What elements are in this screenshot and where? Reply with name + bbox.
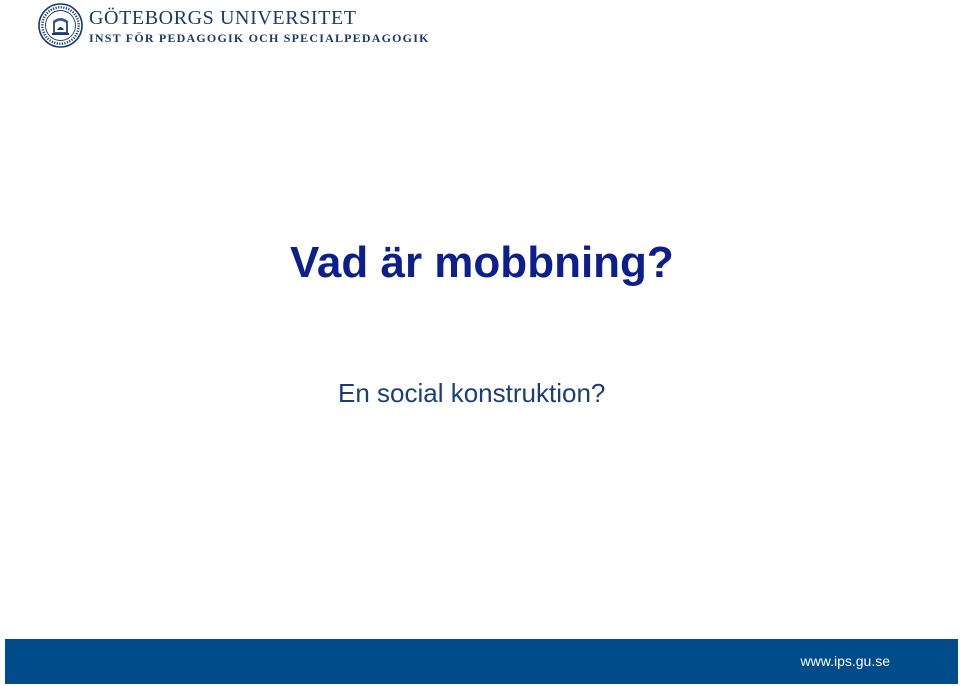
university-seal-icon (38, 3, 83, 48)
university-header (38, 3, 430, 48)
slide-subtitle: En social konstruktion? (338, 378, 606, 408)
department-name: INST FÖR PEDAGOGIK OCH SPECIALPEDAGOGIK (89, 31, 430, 45)
university-name: GÖTEBORGS UNIVERSITET (89, 7, 357, 29)
slide-title: Vad är mobbning? (290, 238, 674, 287)
footer-bar (5, 639, 958, 684)
footer-url: www.ips.gu.se (800, 653, 890, 669)
brand-text (89, 3, 430, 45)
